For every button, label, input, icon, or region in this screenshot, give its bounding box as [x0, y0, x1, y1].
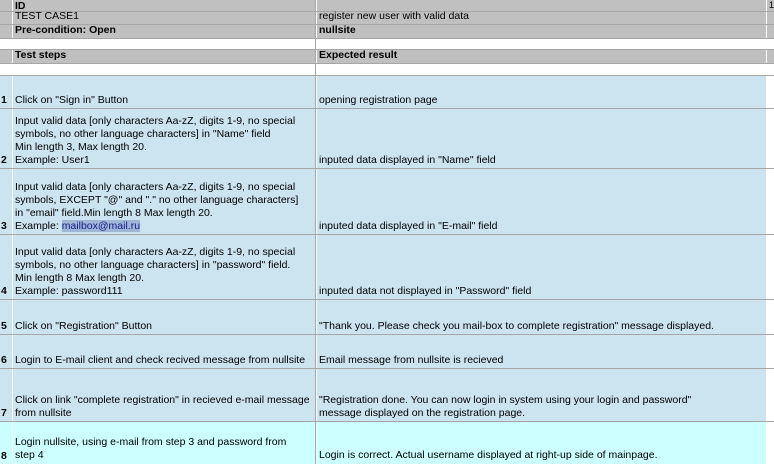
expected-cell[interactable] [317, 169, 766, 234]
expected-text: opening registration page [319, 94, 438, 106]
expected-cell[interactable] [317, 335, 766, 368]
step-text: Input valid data [only characters Aa-zZ, digits 1-9, no special symbols, no other language characters] in "Name" field Min length 3, Max length 20. Example: User1 [15, 115, 296, 166]
step-cell[interactable] [13, 169, 316, 234]
expected-result-header: Expected result [319, 49, 398, 61]
step-cell[interactable] [13, 235, 316, 299]
precondition-row [0, 25, 774, 39]
test-step-row [0, 335, 774, 369]
step-number: 1 [1, 94, 7, 106]
step-cell[interactable] [13, 422, 316, 464]
expected-text: "Thank you. Please check you mail-box to complete registration" message displayed. [319, 320, 714, 332]
precondition-value: nullsite [319, 24, 356, 36]
step-number: 3 [1, 220, 7, 232]
test-step-row [0, 169, 774, 235]
expected-cell[interactable] [317, 422, 766, 464]
id-label: ID [15, 0, 26, 12]
step-number: 6 [1, 354, 7, 366]
test-case-description: register new user with valid data [319, 10, 469, 22]
expected-result-header-cell[interactable] [317, 50, 766, 63]
step-cell[interactable] [13, 300, 316, 334]
expected-cell[interactable] [317, 235, 766, 299]
expected-text: inputed data displayed in "E-mail" field [319, 220, 498, 232]
expected-cell[interactable] [317, 76, 766, 108]
expected-cell[interactable] [317, 300, 766, 334]
step-text: Click on "Sign in" Button [15, 94, 129, 106]
step-number: 8 [1, 450, 7, 462]
corner-mark: 1 [768, 0, 774, 10]
email-link[interactable]: mailbox@mail.ru [61, 220, 141, 232]
step-number: 4 [1, 285, 7, 297]
spacer-row [0, 64, 774, 76]
test-step-row [0, 422, 774, 464]
test-step-row [0, 235, 774, 300]
step-text: Click on "Registration" Button [15, 320, 153, 332]
step-number: 2 [1, 154, 7, 166]
step-text: Input valid data [only characters Aa-zZ, digits 1-9, no special symbols, no other language characters] in "password" field. Min length 8 Max length 20. Example: password111 [15, 246, 296, 297]
test-step-row [0, 76, 774, 109]
expected-text: inputed data displayed in "Name" field [319, 154, 496, 166]
step-number: 7 [1, 407, 7, 419]
expected-cell[interactable] [317, 109, 766, 168]
expected-text: Login is correct. Actual username displayed at right-up side of mainpage. [319, 449, 658, 461]
test-case-cell[interactable] [13, 12, 316, 24]
step-cell[interactable] [13, 369, 316, 421]
step-text-main: Input valid data [only characters Aa-zZ, digits 1-9, no special symbols, EXCEPT "@" and "." no other language characters] in "email" field.Min length 8 Max length 20. Example: [15, 181, 299, 232]
expected-text: inputed data not displayed in "Password" field [319, 285, 532, 297]
test-case-desc-cell[interactable] [317, 12, 766, 24]
test-steps-header-cell[interactable] [13, 50, 316, 63]
precondition-label: Pre-condition: Open [15, 24, 116, 36]
precondition-cell[interactable] [13, 25, 316, 38]
step-number: 5 [1, 320, 7, 332]
test-step-row [0, 369, 774, 422]
expected-text: Email message from nullsite is recieved [319, 354, 504, 366]
expected-text: "Registration done. You can now login in system using your login and password" message displayed on the registration page. [319, 394, 692, 419]
step-text [15, 181, 313, 233]
test-step-row [0, 109, 774, 169]
step-cell[interactable] [13, 335, 316, 368]
test-steps-header: Test steps [15, 49, 67, 61]
step-text: Click on link "complete registration" in recieved e-mail message from nullsite [15, 394, 310, 419]
precondition-value-cell[interactable] [317, 25, 766, 38]
step-cell[interactable] [13, 109, 316, 168]
step-cell[interactable] [13, 76, 316, 108]
column-header-row [0, 50, 774, 64]
step-text: Login to E-mail client and check recived message from nullsite [15, 354, 306, 366]
test-case-label: TEST CASE1 [15, 10, 79, 22]
expected-cell[interactable] [317, 369, 766, 421]
step-text: Login nullsite, using e-mail from step 3 and password from step 4 [15, 436, 287, 461]
test-step-row [0, 300, 774, 335]
